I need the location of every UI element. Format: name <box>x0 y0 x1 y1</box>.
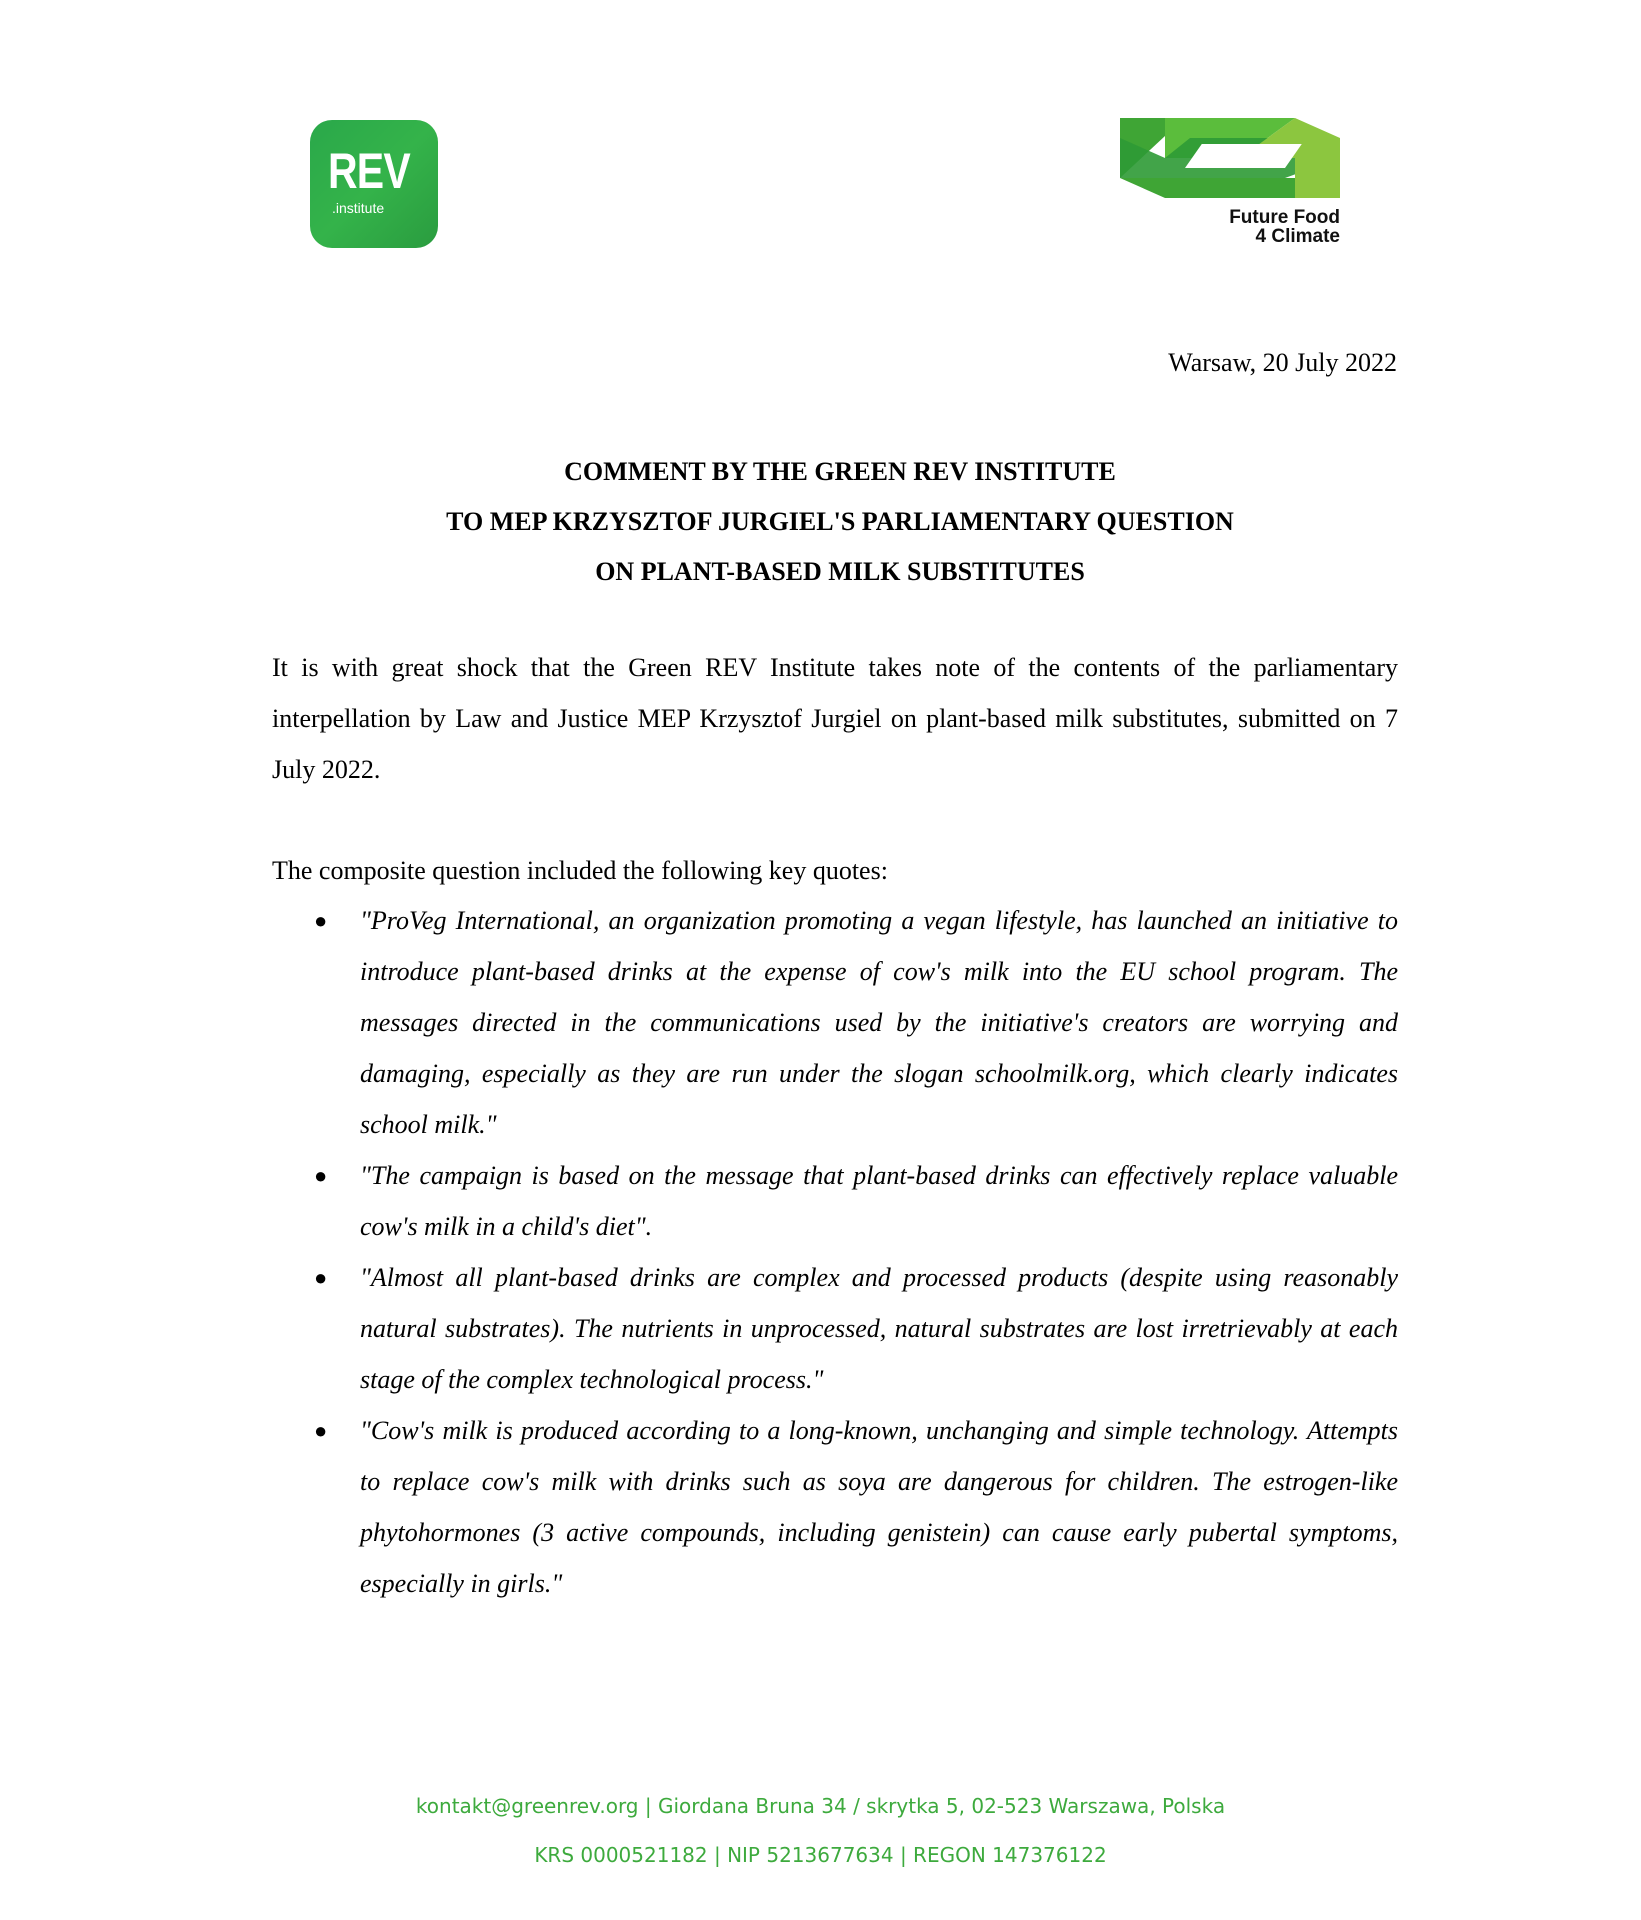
rev-logo-subtext: .institute <box>332 200 385 216</box>
title-line-2: TO MEP KRZYSZTOF JURGIEL'S PARLIAMENTARY QUESTION <box>446 507 1234 536</box>
future-food-logo-line2: 4 Climate <box>1255 226 1340 247</box>
bullet-icon: ● <box>314 1163 328 1188</box>
quote-text: "ProVeg International, an organization promoting a vegan lifestyle, has launched an initiative to introduce plant-based drinks at the expense of cow's milk into the EU school program. The messages directed in the communications used by the initiative's creators are worrying and damaging, especially as they are run under the slogan schoolmilk.org, which clearly indicates school milk." <box>360 906 1398 1139</box>
document-title <box>280 447 1400 597</box>
future-food-logo-line1: Future Food <box>1229 207 1340 228</box>
rev-institute-logo <box>310 120 438 248</box>
future-food-ribbon-icon <box>1120 118 1340 208</box>
future-food-4-climate-logo <box>1120 118 1340 258</box>
future-food-logo-text <box>1229 208 1340 246</box>
footer-registration-line: KRS 0000521182 | NIP 5213677634 | REGON 147376122 <box>534 1843 1107 1867</box>
quote-item <box>272 1405 1398 1609</box>
document-date: Warsaw, 20 July 2022 <box>1168 348 1397 377</box>
quote-text: "Cow's milk is produced according to a long-known, unchanging and simple technology. Attempts to replace cow's milk with drinks such as soya are dangerous for children. The estrogen-like phytohormones (3 active compounds, including genistein) can cause early pubertal symptoms, especially in girls." <box>360 1416 1398 1598</box>
quote-item <box>272 1252 1398 1405</box>
bullet-icon: ● <box>314 1265 328 1290</box>
quote-text: "Almost all plant-based drinks are complex and processed products (despite using reasonably natural substrates). The nutrients in unprocessed, natural substrates are lost irretrievably at each stage of the complex technological process." <box>360 1263 1398 1394</box>
rev-logo-text: REV <box>328 143 410 199</box>
bullet-icon: ● <box>314 1418 328 1443</box>
quotes-list <box>272 895 1398 1609</box>
intro-paragraph: It is with great shock that the Green REV Institute takes note of the contents of the parliamentary interpellation by Law and Justice MEP Krzysztof Jurgiel on plant-based milk substitutes, submitted on 7 July 2022. <box>272 653 1398 784</box>
title-line-3: ON PLANT-BASED MILK SUBSTITUTES <box>595 557 1085 586</box>
title-line-1: COMMENT BY THE GREEN REV INSTITUTE <box>564 457 1116 486</box>
footer-contact-line: kontakt@greenrev.org | Giordana Bruna 34 / skrytka 5, 02-523 Warszawa, Polska <box>415 1794 1226 1818</box>
quote-item <box>272 1150 1398 1252</box>
lead-paragraph: The composite question included the following key quotes: <box>272 856 888 885</box>
quote-item <box>272 895 1398 1150</box>
quote-text: "The campaign is based on the message that plant-based drinks can effectively replace valuable cow's milk in a child's diet". <box>360 1161 1398 1241</box>
bullet-icon: ● <box>314 908 328 933</box>
